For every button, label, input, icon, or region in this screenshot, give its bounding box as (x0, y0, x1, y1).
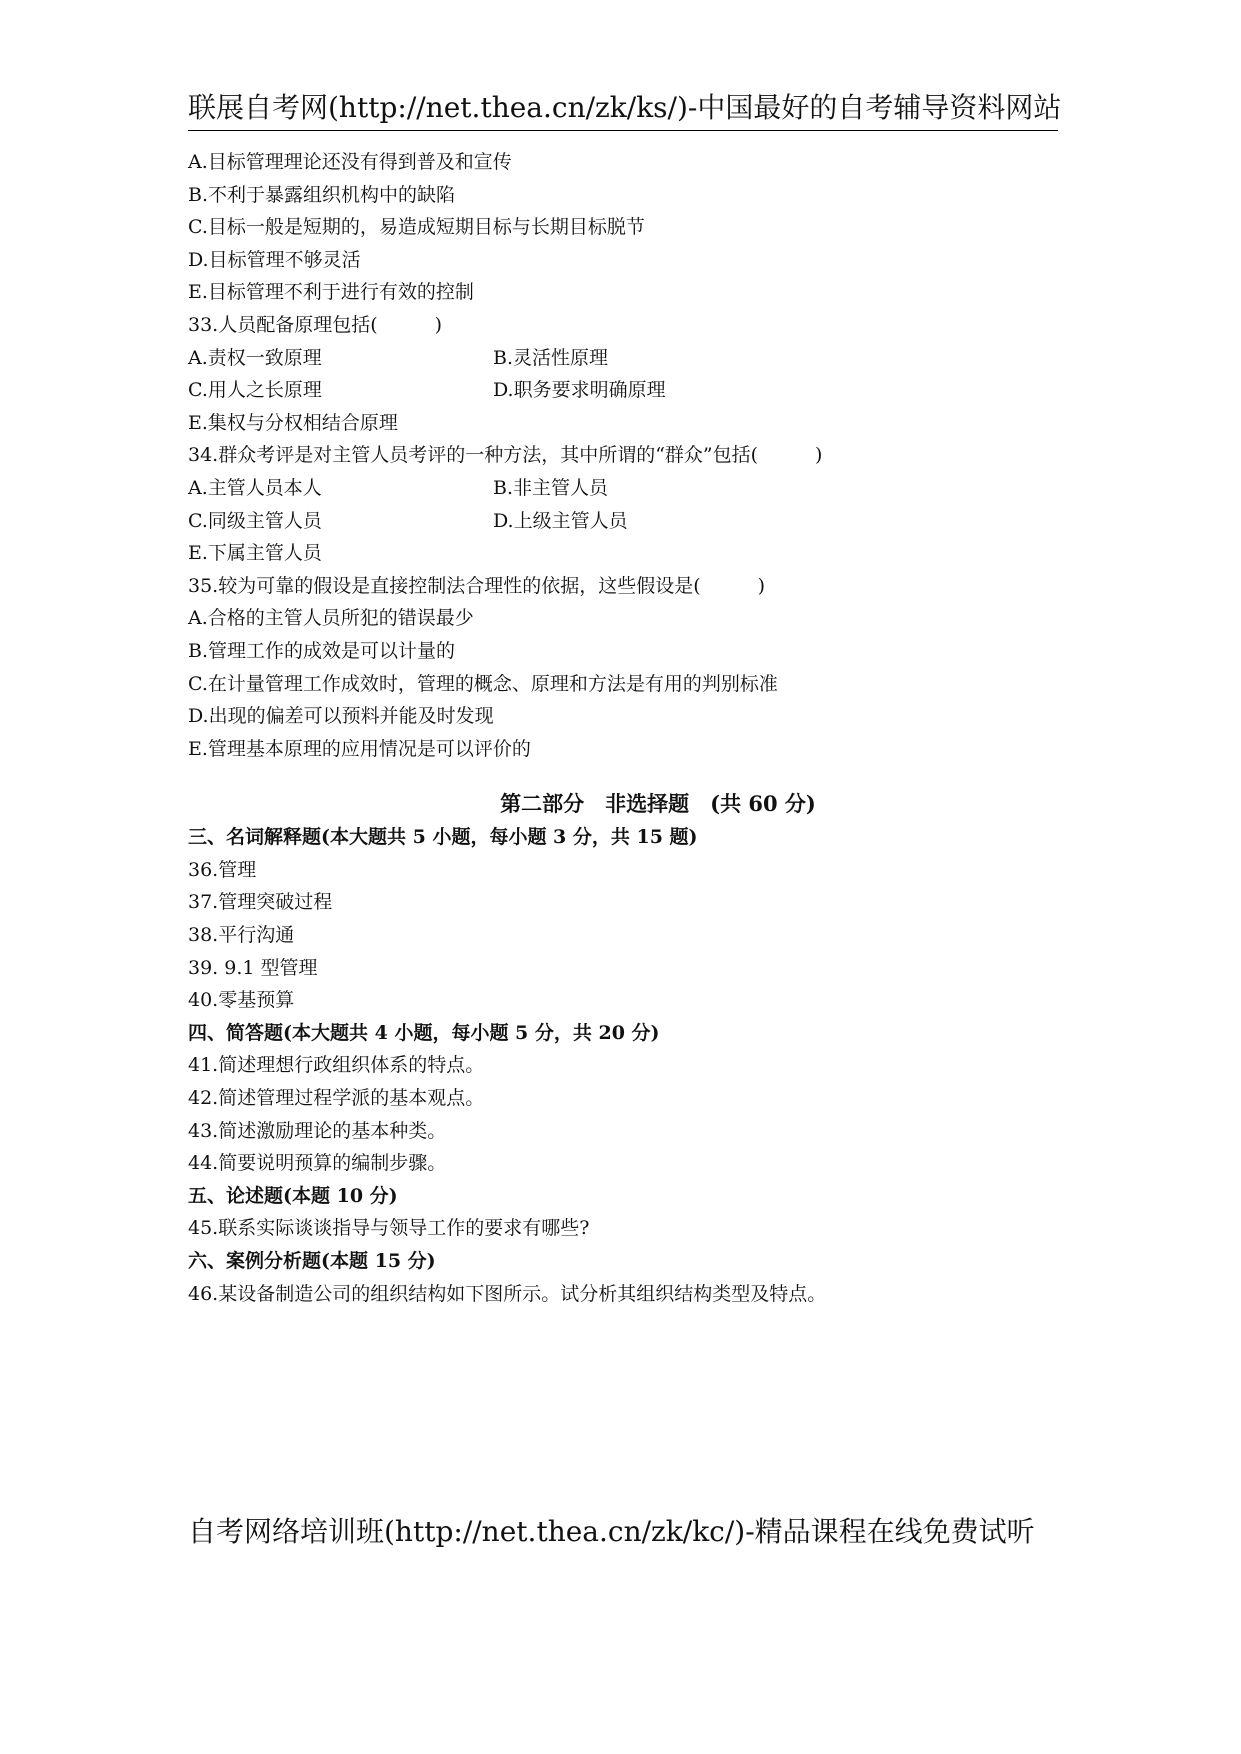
q33-option-d: D.职务要求明确原理 (493, 379, 666, 402)
section4-title: 四、简答题(本大题共 4 小题，每小题 5 分，共 20 分) (188, 1021, 660, 1044)
q34-option-e: E.下属主管人员 (188, 542, 322, 565)
q34-row-ab (188, 472, 1068, 505)
q46: 46.某设备制造公司的组织结构如下图所示。试分析其组织结构类型及特点。 (188, 1282, 827, 1305)
q36: 36.管理 (188, 858, 257, 881)
q35-option-a: A.合格的主管人员所犯的错误最少 (188, 607, 474, 630)
q35-option-d: D.出现的偏差可以预料并能及时发现 (188, 705, 494, 728)
page-footer: 自考网络培训班(http://net.thea.cn/zk/kc/)-精品课程在线免费试听 (188, 1515, 1035, 1548)
q33-option-e: E.集权与分权相结合原理 (188, 411, 398, 434)
q34-option-a: A.主管人员本人 (188, 476, 322, 499)
q32-option-c: C.目标一般是短期的，易造成短期目标与长期目标脱节 (188, 216, 645, 239)
q43: 43.简述激励理论的基本种类。 (188, 1119, 447, 1142)
q45: 45.联系实际谈谈指导与领导工作的要求有哪些? (188, 1217, 590, 1240)
q35-option-b: B.管理工作的成效是可以计量的 (188, 639, 456, 662)
q33-stem: 33.人员配备原理包括( ) (188, 313, 443, 336)
part2-title: 第二部分 非选择题 (共 60 分) (500, 791, 816, 817)
spacer (188, 765, 1068, 787)
q32-option-e: E.目标管理不利于进行有效的控制 (188, 281, 474, 304)
q39: 39. 9.1 型管理 (188, 956, 318, 979)
q32-option-b: B.不利于暴露组织机构中的缺陷 (188, 183, 456, 206)
q42: 42.简述管理过程学派的基本观点。 (188, 1087, 485, 1110)
q44: 44.简要说明预算的编制步骤。 (188, 1152, 447, 1175)
q41: 41.简述理想行政组织体系的特点。 (188, 1054, 485, 1077)
q33-option-b: B.灵活性原理 (493, 346, 609, 369)
q34-option-d: D.上级主管人员 (493, 509, 628, 532)
exam-content (188, 146, 1068, 1310)
section6-title: 六、案例分析题(本题 15 分) (188, 1250, 436, 1272)
q34-option-c: C.同级主管人员 (188, 509, 322, 532)
section5-title: 五、论述题(本题 10 分) (188, 1184, 398, 1207)
q34-option-b: B.非主管人员 (493, 476, 609, 499)
q33-row-ab (188, 342, 1068, 375)
q33-option-c: C.用人之长原理 (188, 379, 322, 402)
q35-stem: 35.较为可靠的假设是直接控制法合理性的依据，这些假设是( ) (188, 574, 766, 597)
q35-option-e: E.管理基本原理的应用情况是可以评价的 (188, 737, 531, 760)
section3-title: 三、名词解释题(本大题共 5 小题，每小题 3 分，共 15 题) (188, 826, 698, 849)
q40: 40.零基预算 (188, 989, 295, 1012)
q37: 37.管理突破过程 (188, 891, 333, 914)
q33-option-a: A.责权一致原理 (188, 346, 322, 369)
q38: 38.平行沟通 (188, 924, 295, 947)
q34-stem: 34.群众考评是对主管人员考评的一种方法，其中所谓的“群众”包括( ) (188, 444, 823, 467)
q35-option-c: C.在计量管理工作成效时，管理的概念、原理和方法是有用的判别标准 (188, 672, 778, 695)
q32-option-a: A.目标管理理论还没有得到普及和宣传 (188, 151, 512, 173)
q34-row-cd (188, 505, 1068, 538)
q32-option-d: D.目标管理不够灵活 (188, 248, 361, 271)
page-header: 联展自考网(http://net.thea.cn/zk/ks/)-中国最好的自考辅导资料网站 (188, 88, 1058, 131)
q33-row-cd (188, 374, 1068, 407)
